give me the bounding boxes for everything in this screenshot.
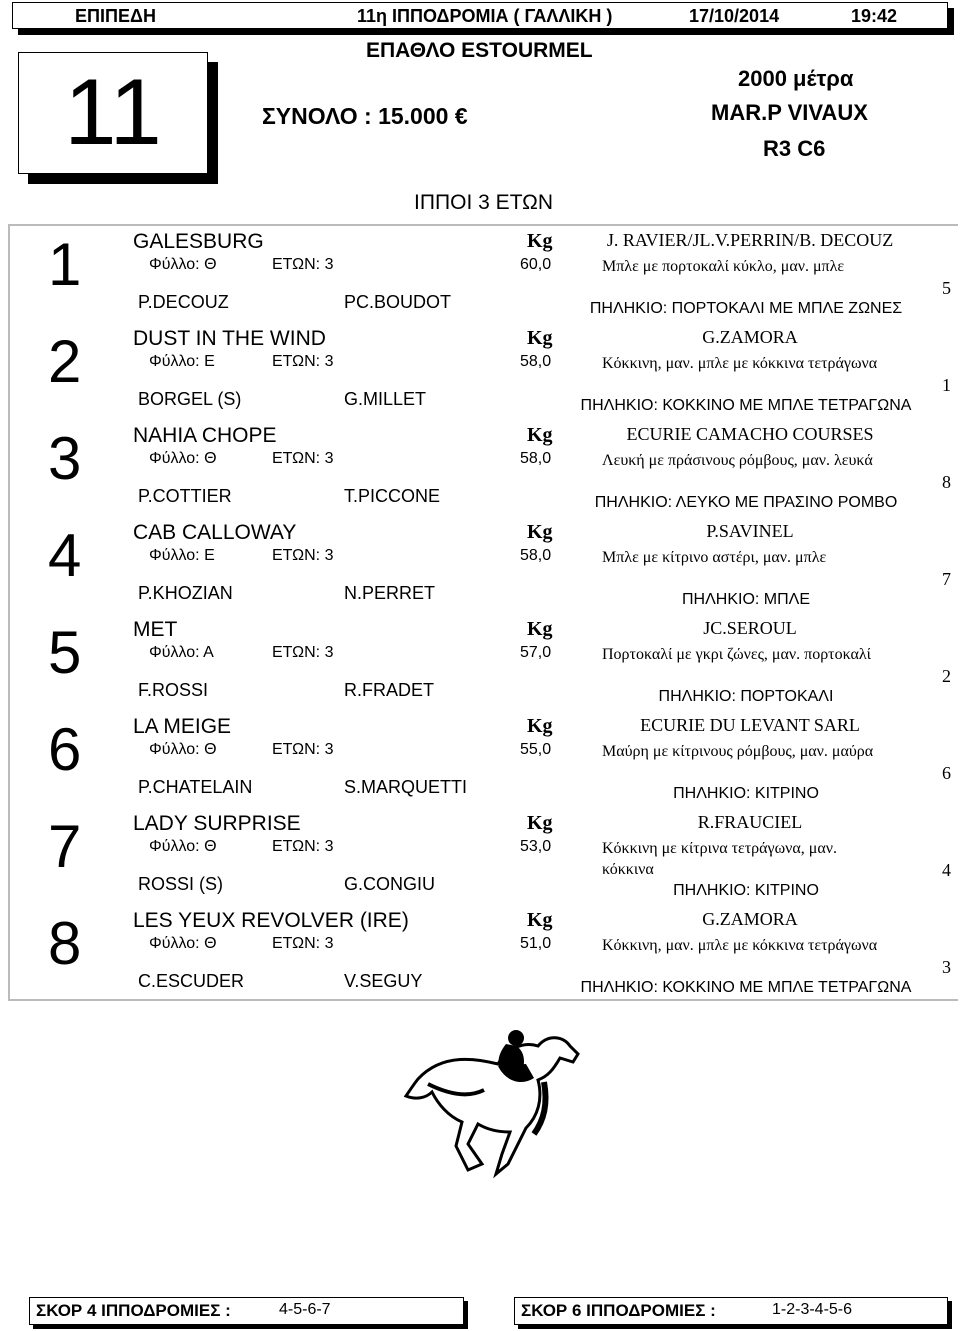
jockey-name: P.CHATELAIN: [138, 777, 253, 797]
horse-name: NAHIA CHOPE: [133, 424, 277, 447]
owner-name: J. RAVIER/JL.V.PERRIN/B. DECOUZ: [606, 230, 894, 250]
horse-age: ΕΤΩΝ: 3: [272, 450, 334, 467]
horse-age: ΕΤΩΝ: 3: [272, 838, 334, 855]
silks-description: Κόκκινη με κίτρινα τετράγωνα, μαν. κόκκινα: [602, 840, 837, 878]
silks-description: Μπλε με πορτοκαλί κύκλο, μαν. μπλε: [602, 258, 845, 275]
score4-box: [29, 1297, 464, 1325]
helmet-description: ΠΗΛΗΚΙΟ: ΛΕΥΚΟ ΜΕ ΠΡΑΣΙΝΟ ΡΟΜΒΟ: [594, 494, 898, 511]
entry-number: 5: [48, 619, 82, 686]
horse-weight: 60,0: [520, 256, 552, 273]
horse-weight: 58,0: [520, 353, 552, 370]
jockey-name: P.KHOZIAN: [138, 583, 233, 603]
race-date: 17/10/2014: [689, 6, 780, 26]
entry-row: [10, 713, 958, 810]
jockey-name: P.COTTIER: [138, 486, 232, 506]
kg-label: Kg: [527, 521, 553, 543]
horse-age: ΕΤΩΝ: 3: [272, 256, 334, 273]
score6-label: ΣΚΟΡ 6 ΙΠΠΟΔΡΟΜΙΕΣ :: [521, 1301, 716, 1320]
helmet-description: ΠΗΛΗΚΙΟ: ΠΟΡΤΟΚΑΛΙ ΜΕ ΜΠΛΕ ΖΩΝΕΣ: [589, 300, 903, 317]
draw-number: 6: [942, 763, 951, 783]
trainer-name: G.MILLET: [344, 389, 427, 409]
silks-description: Μαύρη με κίτρινους ρόμβους, μαν. μαύρα: [602, 743, 874, 760]
race-number: 11: [64, 59, 162, 164]
jockey-name: ROSSI (S): [138, 874, 224, 894]
kg-label: Kg: [527, 715, 553, 737]
helmet-description: ΠΗΛΗΚΙΟ: ΚΙΤΡΙΝΟ: [673, 785, 819, 802]
prize-name: ΕΠΑΘΛΟ ESTOURMEL: [366, 39, 593, 62]
score4-label: ΣΚΟΡ 4 ΙΠΠΟΔΡΟΜΙΕΣ :: [36, 1301, 231, 1320]
helmet-description: ΠΗΛΗΚΙΟ: ΚΙΤΡΙΝΟ: [673, 882, 819, 899]
score6-value: 1-2-3-4-5-6: [772, 1301, 853, 1318]
header-bar: [12, 2, 948, 29]
entry-row: [10, 810, 958, 907]
draw-number: 3: [942, 957, 951, 977]
draw-number: 8: [942, 472, 951, 492]
horse-weight: 57,0: [520, 644, 552, 661]
horse-name: MET: [133, 618, 178, 641]
entry-row: [10, 228, 958, 325]
owner-name: ECURIE DU LEVANT SARL: [640, 715, 860, 735]
horse-weight: 58,0: [520, 450, 552, 467]
jockey-name: F.ROSSI: [138, 680, 209, 700]
score6-box: [514, 1297, 948, 1325]
entry-row: [10, 422, 958, 519]
entry-number: 8: [48, 910, 82, 977]
horse-age: ΕΤΩΝ: 3: [272, 741, 334, 758]
horse-weight: 53,0: [520, 838, 552, 855]
horse-name: CAB CALLOWAY: [133, 521, 297, 544]
horse-weight: 51,0: [520, 935, 552, 952]
silks-description: Κόκκινη, μαν. μπλε με κόκκινα τετράγωνα: [602, 937, 878, 954]
trainer-name: PC.BOUDOT: [344, 292, 452, 312]
silks-description: Μπλε με κίτρινο αστέρι, μαν. μπλε: [602, 549, 827, 566]
draw-number: 2: [942, 666, 951, 686]
horse-sex: Φύλλο: Ε: [149, 353, 215, 370]
owner-name: ECURIE CAMACHO COURSES: [626, 424, 874, 444]
race-info: 11η ΙΠΠΟΔΡΟΜΙΑ ( ΓΑΛΛΙΚΗ ): [357, 6, 613, 26]
draw-number: 4: [942, 860, 951, 880]
horse-name: LADY SURPRISE: [133, 812, 301, 835]
owner-name: R.FRAUCIEL: [697, 812, 803, 832]
track-name: MAR.P VIVAUX: [711, 100, 868, 125]
entry-row: [10, 519, 958, 616]
trainer-name: N.PERRET: [344, 583, 436, 603]
trainer-name: R.FRADET: [344, 680, 434, 700]
kg-label: Kg: [527, 618, 553, 640]
helmet-description: ΠΗΛΗΚΙΟ: ΚΟΚΚΙΝΟ ΜΕ ΜΠΛΕ ΤΕΤΡΑΓΩΝΑ: [580, 979, 912, 996]
trainer-name: T.PICCONE: [344, 486, 441, 506]
entry-number: 1: [48, 231, 82, 298]
entry-row: [10, 325, 958, 422]
silks-description: Πορτοκαλί με γκρι ζώνες, μαν. πορτοκαλί: [602, 646, 871, 663]
horse-sex: Φύλλο: Α: [149, 644, 214, 661]
jockey-name: BORGEL (S): [138, 389, 242, 409]
entry-number: 6: [48, 716, 82, 783]
horse-name: DUST IN THE WIND: [133, 327, 326, 350]
horse-sex: Φύλλο: Θ: [149, 838, 217, 855]
horse-sex: Φύλλο: Ε: [149, 547, 215, 564]
owner-name: P.SAVINEL: [706, 521, 794, 541]
entries-table: [8, 224, 958, 1001]
trainer-name: S.MARQUETTI: [344, 777, 468, 797]
horse-age: ΕΤΩΝ: 3: [272, 935, 334, 952]
owner-name: G.ZAMORA: [702, 909, 798, 929]
horse-jockey-icon: [398, 1024, 583, 1182]
entry-row: [10, 907, 958, 1004]
score4-value: 4-5-6-7: [279, 1301, 331, 1318]
horse-sex: Φύλλο: Θ: [149, 256, 217, 273]
helmet-description: ΠΗΛΗΚΙΟ: ΚΟΚΚΙΝΟ ΜΕ ΜΠΛΕ ΤΕΤΡΑΓΩΝΑ: [580, 397, 912, 414]
race-category: ΙΠΠΟΙ 3 ΕΤΩΝ: [414, 191, 554, 214]
race-number-box: [18, 52, 208, 174]
horse-sex: Φύλλο: Θ: [149, 450, 217, 467]
field-type: ΕΠΙΠΕΔΗ: [75, 6, 156, 26]
kg-label: Kg: [527, 327, 553, 349]
race-time: 19:42: [851, 6, 898, 26]
entry-number: 2: [48, 328, 82, 395]
horse-name: GALESBURG: [133, 230, 264, 253]
horse-age: ΕΤΩΝ: 3: [272, 547, 334, 564]
entry-row: [10, 616, 958, 713]
trainer-name: V.SEGUY: [344, 971, 423, 991]
kg-label: Kg: [527, 909, 553, 931]
owner-name: G.ZAMORA: [702, 327, 798, 347]
entry-number: 4: [48, 522, 82, 589]
silks-description: Λευκή με πράσινους ρόμβους, μαν. λευκά: [602, 452, 873, 469]
kg-label: Kg: [527, 230, 553, 252]
draw-number: 7: [942, 569, 951, 589]
horse-sex: Φύλλο: Θ: [149, 741, 217, 758]
race-code: R3 C6: [763, 136, 826, 161]
trainer-name: G.CONGIU: [344, 874, 436, 894]
horse-sex: Φύλλο: Θ: [149, 935, 217, 952]
horse-name: LES YEUX REVOLVER (IRE): [133, 909, 409, 932]
jockey-name: C.ESCUDER: [138, 971, 245, 991]
helmet-description: ΠΗΛΗΚΙΟ: ΜΠΛΕ: [681, 591, 811, 608]
total-prize: ΣΥΝΟΛΟ : 15.000 €: [262, 103, 468, 129]
kg-label: Kg: [527, 424, 553, 446]
kg-label: Kg: [527, 812, 553, 834]
entry-number: 3: [48, 425, 82, 492]
distance: 2000 μέτρα: [738, 66, 854, 91]
silks-description: Κόκκινη, μαν. μπλε με κόκκινα τετράγωνα: [602, 355, 878, 372]
horse-weight: 55,0: [520, 741, 552, 758]
entry-number: 7: [48, 813, 82, 880]
jockey-name: P.DECOUZ: [138, 292, 229, 312]
horse-age: ΕΤΩΝ: 3: [272, 353, 334, 370]
helmet-description: ΠΗΛΗΚΙΟ: ΠΟΡΤΟΚΑΛΙ: [658, 688, 834, 705]
owner-name: JC.SEROUL: [703, 618, 797, 638]
horse-weight: 58,0: [520, 547, 552, 564]
draw-number: 1: [942, 375, 951, 395]
draw-number: 5: [942, 278, 951, 298]
horse-age: ΕΤΩΝ: 3: [272, 644, 334, 661]
horse-name: LA MEIGE: [133, 715, 232, 738]
